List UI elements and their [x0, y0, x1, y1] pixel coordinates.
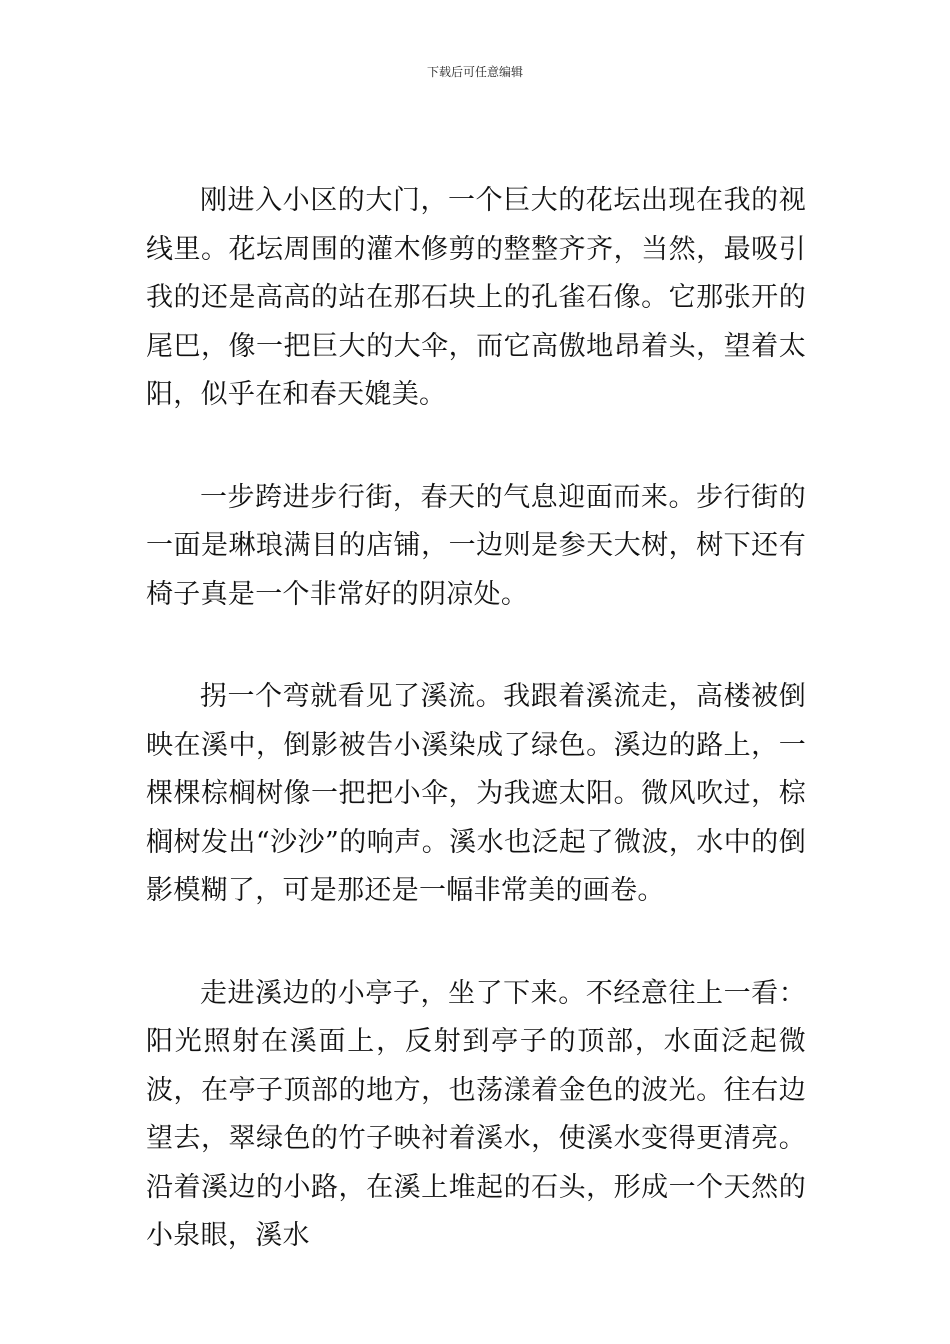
paragraph-2: 一步跨进步行街，春天的气息迎面而来。步行街的一面是琳琅满目的店铺，一边则是参天大树，树下还有椅子真是一个非常好的阴凉处。 [146, 481, 806, 610]
paragraph-1: 刚进入小区的大门，一个巨大的花坛出现在我的视线里。花坛周围的灌木修剪的整整齐齐，当然，最吸引我的还是高高的站在那石块上的孔雀石像。它那张开的尾巴，像一把巨大的大伞，而它高傲地昂着头，望着太阳，似乎在和春天媲美。 [146, 185, 806, 410]
page-header: 下载后可任意编辑 [426, 65, 523, 79]
document-body [146, 177, 806, 1315]
paragraph-3: 拐一个弯就看见了溪流。我跟着溪流走，高楼被倒映在溪中，倒影被告小溪染成了绿色。溪边的路上，一棵棵棕榈树像一把把小伞，为我遮太阳。微风吹过，棕榈树发出“沙沙”的响声。溪水也泛起了微波，水中的倒影模糊了，可是那还是一幅非常美的画卷。 [146, 681, 806, 906]
paragraph-4: 走进溪边的小亭子，坐了下来。不经意往上一看：阳光照射在溪面上，反射到亭子的顶部，水面泛起微波，在亭子顶部的地方，也荡漾着金色的波光。往右边望去，翠绿色的竹子映衬着溪水，使溪水变得更清亮。沿着溪边的小路，在溪上堆起的石头，形成一个天然的小泉眼，溪水 [146, 977, 806, 1251]
